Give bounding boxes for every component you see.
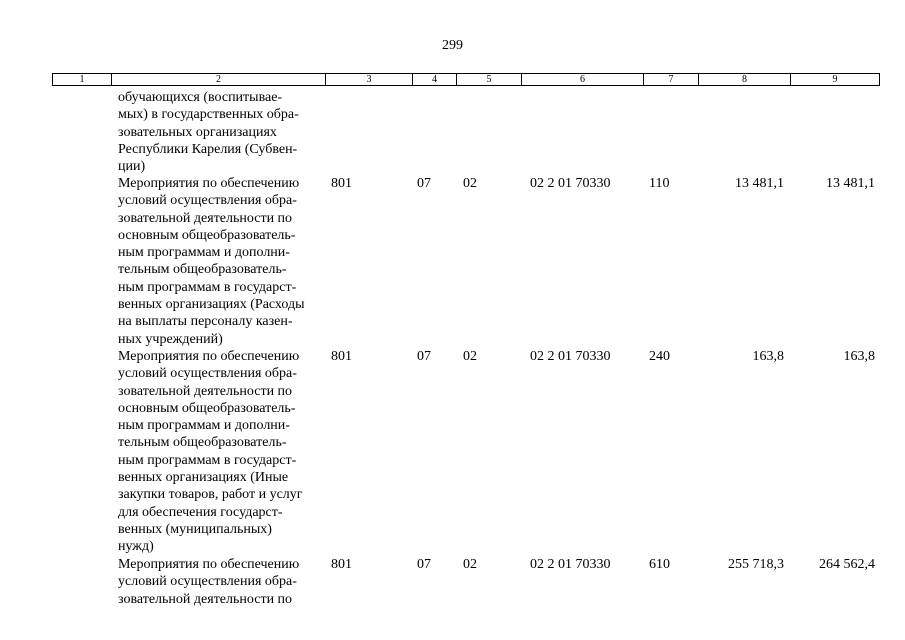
cell-amount-col9: 264 562,4 xyxy=(819,557,875,572)
cell-section: 07 xyxy=(417,557,431,572)
cell-expense-type: 240 xyxy=(649,349,670,364)
description-line: ции) xyxy=(118,159,146,175)
description-line: Мероприятия по обеспечению xyxy=(118,176,300,191)
description-line: условий осуществления обра- xyxy=(118,193,297,209)
description-line: венных (муниципальных) xyxy=(118,521,272,537)
description-line: ных учреждений) xyxy=(118,331,223,347)
description-line: закупки товаров, работ и услуг xyxy=(118,487,303,503)
description-line: основным общеобразователь- xyxy=(118,227,296,243)
cell-amount-col8: 13 481,1 xyxy=(735,176,784,191)
description-line: тельным общеобразователь- xyxy=(118,435,287,451)
description-line: зовательных организациях xyxy=(118,124,277,140)
column-header-8: 8 xyxy=(699,74,791,86)
description-line: зовательной деятельности по xyxy=(118,210,293,226)
column-header-9: 9 xyxy=(791,74,880,86)
cell-amount-col9: 13 481,1 xyxy=(826,176,875,191)
cell-ministry-code: 801 xyxy=(331,176,352,191)
cell-target-article: 02 2 01 70330 xyxy=(530,349,611,364)
cell-ministry-code: 801 xyxy=(331,557,352,572)
column-header-2: 2 xyxy=(112,74,326,86)
column-header-7: 7 xyxy=(644,74,699,86)
description-line: Мероприятия по обеспечению xyxy=(118,557,300,572)
description-line: условий осуществления обра- xyxy=(118,574,297,590)
cell-expense-type: 110 xyxy=(649,176,670,191)
description-line: на выплаты персоналу казен- xyxy=(118,314,293,330)
description-line: мых) в государственных обра- xyxy=(118,107,299,123)
cell-expense-type: 610 xyxy=(649,557,670,572)
row-description xyxy=(118,348,326,556)
cell-section: 07 xyxy=(417,349,431,364)
cell-amount-col9: 163,8 xyxy=(843,349,875,364)
description-line: ным программам и дополни- xyxy=(118,245,290,261)
description-line: условий осуществления обра- xyxy=(118,366,297,382)
cell-target-article: 02 2 01 70330 xyxy=(530,557,611,572)
row-description xyxy=(118,556,326,608)
description-line: ным программам в государст- xyxy=(118,279,297,295)
cell-amount-col8: 163,8 xyxy=(752,349,784,364)
column-header-5: 5 xyxy=(457,74,522,86)
description-line: Республики Карелия (Субвен- xyxy=(118,141,298,157)
description-line: обучающихся (воспитывае- xyxy=(118,90,283,105)
column-header-3: 3 xyxy=(326,74,413,86)
description-line: тельным общеобразователь- xyxy=(118,262,287,278)
cell-target-article: 02 2 01 70330 xyxy=(530,176,611,191)
column-header-1: 1 xyxy=(53,74,112,86)
cell-subsection: 02 xyxy=(463,176,477,191)
page-number: 299 xyxy=(442,38,463,53)
description-line: для обеспечения государст- xyxy=(118,504,283,520)
description-line: зовательной деятельности по xyxy=(118,383,293,399)
cell-section: 07 xyxy=(417,176,431,191)
row-description xyxy=(118,175,326,348)
row-description xyxy=(118,89,326,175)
description-line: ным программам в государст- xyxy=(118,452,297,468)
cell-amount-col8: 255 718,3 xyxy=(728,557,784,572)
description-line: венных организациях (Расходы xyxy=(118,297,305,313)
cell-subsection: 02 xyxy=(463,557,477,572)
column-header-row xyxy=(52,73,880,86)
cell-subsection: 02 xyxy=(463,349,477,364)
description-line: Мероприятия по обеспечению xyxy=(118,349,300,364)
description-line: ным программам и дополни- xyxy=(118,418,290,434)
description-line: основным общеобразователь- xyxy=(118,400,296,416)
column-header-4: 4 xyxy=(413,74,457,86)
description-line: венных организациях (Иные xyxy=(118,470,289,486)
description-line: зовательной деятельности по xyxy=(118,591,293,607)
cell-ministry-code: 801 xyxy=(331,349,352,364)
column-header-6: 6 xyxy=(522,74,644,86)
description-line: нужд) xyxy=(118,539,154,555)
